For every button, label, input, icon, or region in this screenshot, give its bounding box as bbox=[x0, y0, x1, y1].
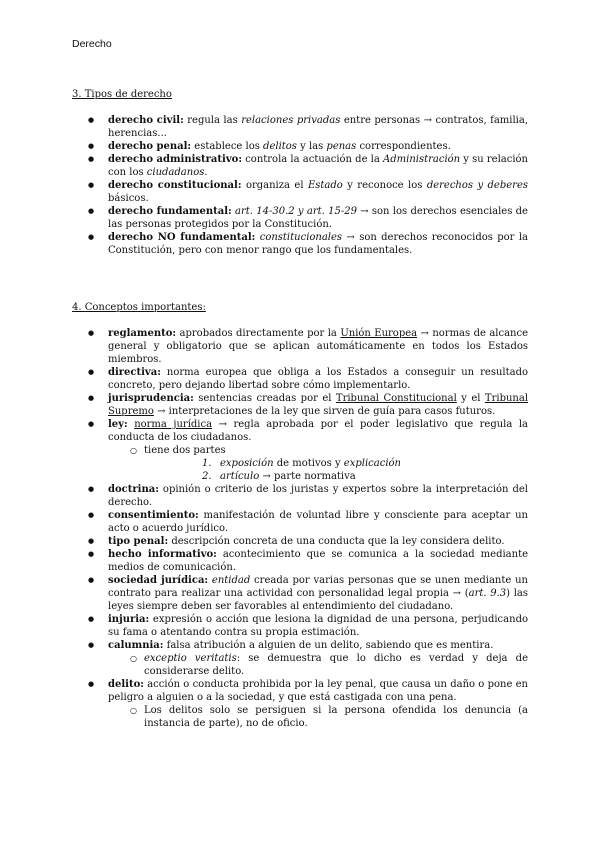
list-item: ● calumnia: falsa atribución a alguien de un delito, sabiendo que es mentira. ○ exceptio veritatis: se demuestra que lo dicho es verdad y deja de considerarse delito. bbox=[72, 639, 528, 678]
list-item: ● delito: acción o conducta prohibida por la ley penal, que causa un daño o pone en peligro a alguien o a la sociedad, y que está castigada con una pena. ○ Los delitos solo se persiguen si la persona ofendida los denuncia (a instancia de parte), no de oficio. bbox=[72, 678, 528, 730]
list-item: ● derecho fundamental: art. 14-30.2 y art. 15-29 → son los derechos esenciales de las personas protegidos por la Constitución. bbox=[72, 205, 528, 231]
list-item: ○ exceptio veritatis: se demuestra que lo dicho es verdad y deja de considerarse delito. bbox=[108, 652, 528, 678]
list-item: ● derecho administrativo: controla la actuación de la Administración y su relación con los ciudadanos. bbox=[72, 153, 528, 179]
list-item: ● consentimiento: manifestación de voluntad libre y consciente para aceptar un acto o acuerdo jurídico. bbox=[72, 509, 528, 535]
list-item: ● reglamento: aprobados directamente por la Unión Europea → normas de alcance general y obligatorio que se aplican automáticamente en todos los Estados miembros. bbox=[72, 327, 528, 366]
calumnia-sublist bbox=[108, 652, 528, 678]
list-item: ● jurisprudencia: sentencias creadas por el Tribunal Constitucional y el Tribunal Supremo → interpretaciones de la ley que sirven de guía para casos futuros. bbox=[72, 392, 528, 418]
list-item: 1. exposición de motivos y explicación bbox=[202, 458, 401, 469]
list-item: ● derecho civil: regula las relaciones privadas entre personas → contratos, familia, herencias... bbox=[72, 114, 528, 140]
list-item: ● directiva: norma europea que obliga a los Estados a conseguir un resultado concreto, pero dejando libertad sobre cómo implementarlo. bbox=[72, 366, 528, 392]
list-item: ● ley: norma jurídica → regla aprobada por el poder legislativo que regula la conducta de los ciudadanos. ○ tiene dos partes 1. exposición de motivos y explicación 2. artículo → parte normativa bbox=[72, 418, 528, 483]
list-item: ● derecho constitucional: organiza el Estado y reconoce los derechos y deberes básicos. bbox=[72, 179, 528, 205]
list-item: ● derecho penal: establece los delitos y las penas correspondientes. bbox=[72, 140, 528, 153]
section-4-title: 4. Conceptos importantes: bbox=[72, 302, 206, 313]
list-item: ● derecho NO fundamental: constitucionales → son derechos reconocidos por la Constitución, pero con menor rango que los fundamentales. bbox=[72, 231, 528, 257]
ley-parts-list bbox=[144, 457, 528, 483]
list-item: ● sociedad jurídica: entidad creada por varias personas que se unen mediante un contrato para realizar una actividad con personalidad legal propia → (art. 9.3) las leyes siempre deben ser favorables al entendimiento del ciudadano. bbox=[72, 574, 528, 613]
list-item: ● tipo penal: descripción concreta de una conducta que la ley considera delito. bbox=[72, 535, 528, 548]
list-item: ● hecho informativo: acontecimiento que se comunica a la sociedad mediante medios de comunicación. bbox=[72, 548, 528, 574]
list-item: ● doctrina: opinión o criterio de los juristas y expertos sobre la interpretación del derecho. bbox=[72, 483, 528, 509]
delito-sublist bbox=[108, 704, 528, 730]
tipos-derecho-list bbox=[72, 114, 528, 257]
list-item: ○ tiene dos partes 1. exposición de motivos y explicación 2. artículo → parte normativa bbox=[108, 444, 528, 483]
ley-sublist bbox=[108, 444, 528, 483]
conceptos-list bbox=[72, 327, 528, 730]
section-3-title: 3. Tipos de derecho bbox=[72, 89, 172, 100]
document-header: Derecho bbox=[72, 38, 112, 50]
list-item: ○ Los delitos solo se persiguen si la persona ofendida los denuncia (a instancia de parte), no de oficio. bbox=[108, 704, 528, 730]
list-item: 2. artículo → parte normativa bbox=[202, 471, 356, 482]
list-item: ● injuria: expresión o acción que lesiona la dignidad de una persona, perjudicando su fama o atentando contra su propia estimación. bbox=[72, 613, 528, 639]
